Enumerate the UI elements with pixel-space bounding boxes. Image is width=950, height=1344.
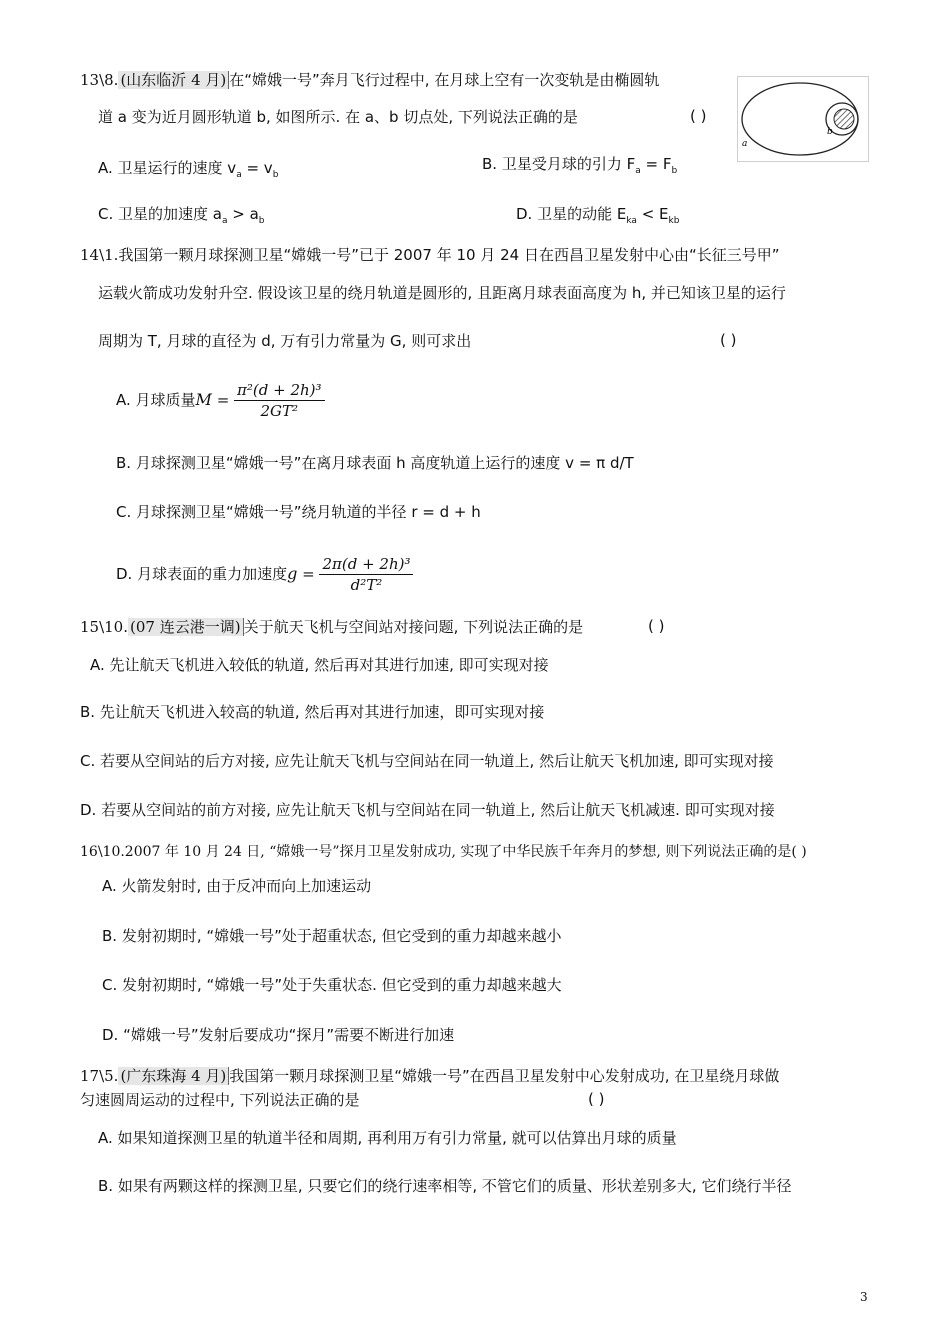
q14-answer-paren: ( ): [720, 331, 737, 349]
q17-stem-line1: [80, 1066, 779, 1086]
q17-number: 17\5.: [80, 1067, 119, 1085]
q13-option-d: D. 卫星的动能 $E_{ka} < E_{kb}$: [516, 205, 680, 226]
q13-source: (山东临沂 4 月): [118, 71, 229, 89]
q13-option-c: C. 卫星的加速度 $a_a > a_b$: [98, 205, 265, 226]
q17-option-a: A. 如果知道探测卫星的轨道半径和周期, 再利用万有引力常量, 就可以估算出月球的质量: [98, 1129, 677, 1147]
q15-answer-paren: ( ): [648, 617, 665, 635]
q15-source: (07 连云港一调): [128, 618, 244, 636]
moon-hatched-circle: [834, 109, 854, 129]
q15-option-d: D. 若要从空间站的前方对接, 应先让航天飞机与空间站在同一轨道上, 然后让航天飞机减速. 即可实现对接: [80, 801, 775, 819]
q14-option-b: B. 月球探测卫星“嫦娥一号”在离月球表面 h 高度轨道上运行的速度 v = π d/T: [116, 454, 634, 472]
q14-option-a-fraction: $\frac{\text{π²(d + 2h)³}}{\text{2GT²}}$: [234, 381, 325, 420]
orbit-figure: [737, 76, 869, 162]
q16-stem-text: 2007 年 10 月 24 日, “嫦娥一号”探月卫星发射成功, 实现了中华民族千年奔月的梦想, 则下列说法正确的是( ): [124, 844, 807, 860]
q16-option-d: D. “嫦娥一号”发射后要成功“探月”需要不断进行加速: [102, 1026, 455, 1044]
q13-option-b: B. 卫星受月球的引力 $F_a = F_b$: [482, 155, 678, 176]
q17-answer-paren: ( ): [588, 1090, 605, 1108]
q13-stem-line1: [80, 70, 659, 90]
orbit-label-b: b: [827, 127, 833, 137]
q13-answer-paren: ( ): [690, 107, 707, 125]
q16-number: 16\10.: [80, 844, 125, 860]
q14-option-d: D. 月球表面的重力加速度g = $\frac{\text{2π(d + 2h)³}}{\text{d²T²}}$: [116, 554, 413, 594]
q15-option-a: A. 先让航天飞机进入较低的轨道, 然后再对其进行加速, 即可实现对接: [90, 656, 549, 674]
q13-option-a: A. 卫星运行的速度 $v_a = v_b$: [98, 159, 279, 180]
q13-stem-text1: 在“嫦娥一号”奔月飞行过程中, 在月球上空有一次变轨是由椭圆轨: [229, 71, 660, 89]
q13-number: 13\8.: [80, 71, 119, 89]
q15-number: 15\10.: [80, 618, 128, 636]
q17-option-b: B. 如果有两颗这样的探测卫星, 只要它们的绕行速率相等, 不管它们的质量、形状差别多大, 它们绕行半径: [98, 1177, 792, 1195]
q14-option-a: A. 月球质量M = $\frac{\text{π²(d + 2h)³}}{\text{2GT²}}$: [116, 380, 325, 420]
q16-option-c: C. 发射初期时, “嫦娥一号”处于失重状态. 但它受到的重力却越来越大: [102, 976, 562, 994]
q15-option-b: B. 先让航天飞机进入较高的轨道, 然后再对其进行加速，即可实现对接: [80, 703, 545, 721]
q17-stem-line2: 匀速圆周运动的过程中, 下列说法正确的是: [80, 1091, 360, 1109]
orbit-label-a: a: [742, 139, 748, 149]
q14-stem-line1: [80, 245, 780, 265]
q14-stem-line2: 运载火箭成功发射升空. 假设该卫星的绕月轨道是圆形的, 且距离月球表面高度为 h, 并已知该卫星的运行: [98, 284, 786, 302]
q15-stem-text: 关于航天飞机与空间站对接问题, 下列说法正确的是: [243, 618, 584, 636]
q14-option-c: C. 月球探测卫星“嫦娥一号”绕月轨道的半径 r = d + h: [116, 503, 481, 521]
q14-option-d-fraction: $\frac{\text{2π(d + 2h)³}}{\text{d²T²}}$: [319, 555, 413, 594]
q16-option-b: B. 发射初期时, “嫦娥一号”处于超重状态, 但它受到的重力却越来越小: [102, 927, 562, 945]
orbit-diagram: [738, 77, 868, 161]
q17-stem-text1: 我国第一颗月球探测卫星“嫦娥一号”在西昌卫星发射中心发射成功, 在卫星绕月球做: [229, 1067, 780, 1085]
q15-stem-line: [80, 617, 583, 637]
q13-stem-line2: 道 a 变为近月圆形轨道 b, 如图所示. 在 a、b 切点处, 下列说法正确的是: [98, 108, 578, 126]
page-number: 3: [860, 1290, 868, 1304]
q16-option-a: A. 火箭发射时, 由于反冲而向上加速运动: [102, 877, 372, 895]
q14-number: 14\1.: [80, 246, 119, 264]
q14-stem-line3: 周期为 T, 月球的直径为 d, 万有引力常量为 G, 则可求出: [98, 332, 472, 350]
q16-stem-line: [80, 842, 807, 862]
q17-source: (广东珠海 4 月): [118, 1067, 229, 1085]
q14-stem-text1: 我国第一颗月球探测卫星“嫦娥一号”已于 2007 年 10 月 24 日在西昌卫星发射中心由“长征三号甲”: [118, 246, 780, 264]
q15-option-c: C. 若要从空间站的后方对接, 应先让航天飞机与空间站在同一轨道上, 然后让航天飞机加速, 即可实现对接: [80, 752, 774, 770]
